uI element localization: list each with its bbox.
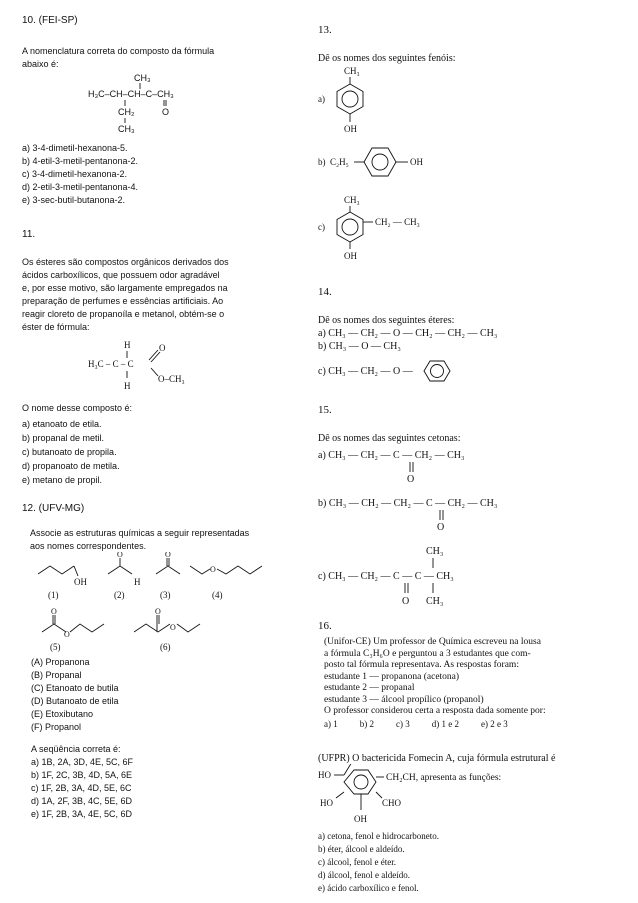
question-prompt: O nome desse composto é: <box>22 403 133 413</box>
q13-phenols <box>318 62 538 282</box>
svg-text:CH₂ — CH₃: CH₂ — CH₃ <box>375 217 420 227</box>
option-a[interactable]: a) cetona, fenol e hidrocarboneto. <box>318 831 439 841</box>
svg-text:C₂H₅: C₂H₅ <box>330 157 349 167</box>
label-2: (2) <box>114 590 125 600</box>
question-12 <box>22 502 312 553</box>
option-d[interactable]: d) 1A, 2F, 3B, 4C, 5E, 6D <box>31 796 133 806</box>
question-13-number: 13. <box>318 24 332 36</box>
formula-main-chain: H₃C–CH–CH–C–CH₃ <box>88 89 174 99</box>
q11-question <box>22 402 132 487</box>
svg-text:CH₂CH, apresenta as funções:: CH₂CH, apresenta as funções: <box>386 773 502 783</box>
question-stem: Os ésteres são compostos orgânicos derivados dos ácidos carboxílicos, que possuem odor agradável e, por esse motivo, são largamente empregados na preparação de perfumes e essências artificiais. Ao reagir cloreto de propanoíla e metanol, obtém-se o éster de fórmula: <box>22 257 229 332</box>
formula-ch2: CH₂ <box>118 107 135 117</box>
formula-main: H₃C – C – C <box>88 359 134 369</box>
structure-6 <box>134 607 200 652</box>
structure-2 <box>108 552 141 600</box>
option-c[interactable]: c) 1F, 2B, 3A, 4D, 5E, 6C <box>31 783 132 793</box>
svg-text:O: O <box>155 607 161 616</box>
structure-4 <box>190 565 262 600</box>
option-e[interactable]: e) 1F, 2B, 3A, 4E, 5C, 6D <box>31 809 133 819</box>
svg-text:O: O <box>117 552 123 559</box>
svg-text:CH₃: CH₃ <box>344 195 360 205</box>
structure-5 <box>42 607 104 652</box>
formula-o-double: O <box>159 343 166 353</box>
q12-question <box>31 743 133 821</box>
label-5: (5) <box>50 642 61 652</box>
option-e[interactable]: e) metano de propil. <box>22 475 103 485</box>
question-16-number: 16. <box>318 620 332 632</box>
q17-fomecin-formula <box>318 764 558 830</box>
svg-text:b) CH₃ — CH₂ — CH₂ — C — CH₂: b) CH₃ — CH₂ — CH₂ — C — CH₂ — CH₃ <box>318 498 498 509</box>
phenol-b <box>318 148 423 176</box>
question-number: 10. (FEI-SP) <box>22 15 78 26</box>
label-6: (6) <box>160 642 171 652</box>
formula-o: O <box>162 107 170 117</box>
svg-text:c) CH₃ — CH₂ — C — C — CH₃: c) CH₃ — CH₂ — C — C — CH₃ <box>318 571 454 582</box>
option-b[interactable]: b) éter, álcool e aldeído. <box>318 844 405 854</box>
question-number: 12. (UFV-MG) <box>22 503 85 514</box>
svg-text:O: O <box>407 474 415 485</box>
ketone-c <box>318 546 454 607</box>
option-b[interactable]: b) propanal de metil. <box>22 433 105 443</box>
option-b[interactable]: b) 4-etil-3-metil-pentanona-2. <box>22 156 139 166</box>
question-14-number: 14. <box>318 286 332 298</box>
label-4: (4) <box>212 590 223 600</box>
formula-ch3-bottom: CH₃ <box>118 124 135 134</box>
svg-text:HO: HO <box>320 798 333 808</box>
label-3: (3) <box>160 590 171 600</box>
option-b[interactable]: b) 2 <box>359 718 374 729</box>
option-e[interactable]: e) ácido carboxílico e fenol. <box>318 883 419 893</box>
svg-text:O: O <box>51 607 57 616</box>
question-stem: A nomenclatura correta do composto da fórmula abaixo é: <box>22 46 215 69</box>
q12-names-list: (A) Propanona (B) Propanal (C) Etanoato de butila (D) Butanoato de etila (E) Etoxibutano (F) Propanol <box>31 657 119 732</box>
formula-h-top: H <box>124 340 131 350</box>
formula-och3: O–CH₃ <box>158 374 185 384</box>
option-b[interactable]: b) 1F, 2C, 3B, 4D, 5A, 6E <box>31 770 133 780</box>
structure-1 <box>38 566 87 600</box>
q11-structural-formula <box>88 338 218 396</box>
q10-structural-formula <box>85 70 215 140</box>
svg-text:a): a) <box>318 94 325 104</box>
svg-text:OH: OH <box>344 251 357 261</box>
option-d[interactable]: d) 2-etil-3-metil-pentanona-4. <box>22 182 139 192</box>
phenol-c <box>318 195 420 261</box>
q16-options <box>324 718 546 731</box>
question-11 <box>22 228 302 334</box>
svg-text:O: O <box>210 565 216 574</box>
option-c[interactable]: c) 3-4-dimetil-hexanona-2. <box>22 169 128 179</box>
question-14 <box>318 314 497 353</box>
option-a[interactable]: a) etanoato de etila. <box>22 419 102 429</box>
option-d[interactable]: d) álcool, fenol e aldeído. <box>318 870 410 880</box>
option-e[interactable]: e) 2 e 3 <box>481 718 508 729</box>
question-17-stem: (UFPR) O bactericida Fomecin A, cuja fórmula estrutural é <box>318 753 556 764</box>
ether-c-benzene-ring <box>420 358 460 386</box>
option-c[interactable]: c) butanoato de propila. <box>22 447 117 457</box>
svg-text:OH: OH <box>344 124 357 134</box>
option-c[interactable]: c) álcool, fenol e éter. <box>318 857 396 867</box>
ether-c: c) CH₃ — CH₂ — O — <box>318 366 413 377</box>
question-number: 11. <box>22 229 36 240</box>
question-stem: Associe as estruturas químicas a seguir representadas aos nomes correspondentes. <box>30 528 250 551</box>
svg-text:b): b) <box>318 157 326 167</box>
svg-text:O: O <box>170 623 176 632</box>
svg-text:O: O <box>402 596 410 607</box>
svg-text:CHO: CHO <box>382 798 402 808</box>
question-16: (Unifor-CE) Um professor de Química escreveu na lousa a fórmula C₃H₆O e perguntou a 3 estudantes que com- posto tal fórmula representava. As respostas foram: estudante 1 — propanona (acetona) estudante 2 — propanal estudante 3 — álcool propílico (propanol) O professor considerou certa a resposta dada somente por: a) 1 b) 2 c) 3 d) 1 e 2 e) 2 e 3 <box>324 637 546 729</box>
svg-text:O: O <box>165 552 171 559</box>
question-stem: Dê os nomes dos seguintes éteres: <box>318 315 455 326</box>
formula-ch3-top: CH₃ <box>134 73 151 83</box>
option-a[interactable]: a) 3-4-dimetil-hexanona-5. <box>22 143 128 153</box>
svg-text:a) CH₃ — CH₂ — C — CH₂ — CH₃: a) CH₃ — CH₂ — C — CH₂ — CH₃ <box>318 450 465 461</box>
svg-text:O: O <box>64 630 70 639</box>
svg-text:H: H <box>134 577 141 587</box>
ether-b: b) CH₃ — O — CH₃ <box>318 341 401 352</box>
question-10 <box>22 14 302 71</box>
svg-text:OH: OH <box>354 814 367 824</box>
question-prompt: A seqüência correta é: <box>31 744 121 754</box>
option-e[interactable]: e) 3-sec-butil-butanona-2. <box>22 195 126 205</box>
option-d[interactable]: d) propanoato de metila. <box>22 461 120 471</box>
svg-text:O: O <box>437 522 445 533</box>
svg-text:CH₃: CH₃ <box>426 546 444 557</box>
option-d[interactable]: d) 1 e 2 <box>431 718 459 729</box>
svg-text:CH₃: CH₃ <box>426 596 444 607</box>
q12-structures <box>30 552 300 656</box>
svg-text:OH: OH <box>74 577 87 587</box>
option-a[interactable]: a) 1B, 2A, 3D, 4E, 5C, 6F <box>31 757 134 767</box>
q10-options <box>22 142 138 207</box>
svg-text:OH: OH <box>410 157 423 167</box>
ether-a: a) CH₃ — CH₂ — O — CH₂ — CH₂ — CH₃ <box>318 328 498 339</box>
option-a[interactable]: a) 1 <box>324 718 338 729</box>
ketone-a <box>318 450 464 485</box>
ketone-b <box>318 498 497 533</box>
svg-text:c): c) <box>318 222 325 232</box>
option-c[interactable]: c) 3 <box>396 718 410 729</box>
structure-3 <box>156 552 180 600</box>
q17-options <box>318 830 439 895</box>
svg-text:HO: HO <box>318 770 331 780</box>
label-1: (1) <box>48 590 59 600</box>
question-15-number: 15. <box>318 404 332 416</box>
formula-h-bottom: H <box>124 381 131 391</box>
q15-ketones <box>318 444 558 610</box>
question-13-stem: Dê os nomes dos seguintes fenóis: <box>318 53 456 64</box>
question-15-stem: Dê os nomes das seguintes cetonas: <box>318 433 461 444</box>
phenol-a <box>318 66 363 134</box>
svg-text:CH₃: CH₃ <box>344 66 360 76</box>
